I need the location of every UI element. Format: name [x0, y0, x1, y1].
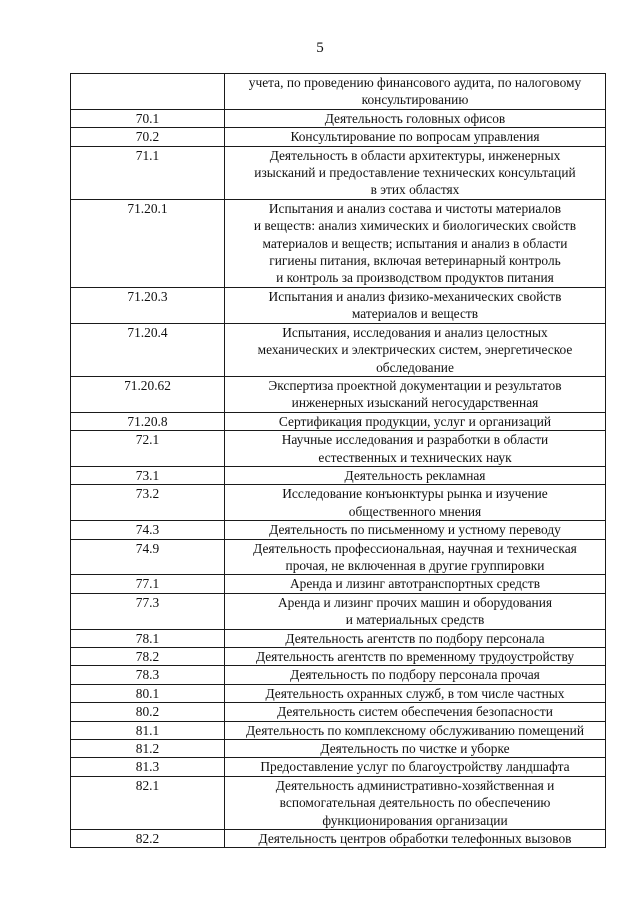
description-line: Деятельность профессиональная, научная и техническая [253, 540, 577, 556]
table-row [71, 146, 606, 199]
activity-description [225, 109, 606, 127]
activity-description [225, 74, 606, 110]
activity-code: 74.9 [71, 539, 225, 575]
description-line: Экспертиза проектной документации и результатов [268, 377, 562, 393]
activity-code: 73.2 [71, 485, 225, 521]
activity-code: 71.20.1 [71, 199, 225, 287]
activity-code: 80.1 [71, 684, 225, 702]
table-row [71, 575, 606, 593]
table-row [71, 74, 606, 110]
table-row [71, 593, 606, 629]
table-row [71, 539, 606, 575]
description-line: материалов и веществ [351, 306, 479, 322]
activity-description [225, 323, 606, 376]
description-line: изысканий и предоставление технических консультаций [254, 165, 576, 181]
activity-description [225, 629, 606, 647]
activity-description [225, 128, 606, 146]
description-line: Деятельность по комплексному обслуживанию помещений [245, 722, 585, 738]
description-line: учета, по проведению финансового аудита, по налоговому [248, 75, 582, 90]
activity-description [225, 666, 606, 684]
description-line: Деятельность по подбору персонала прочая [290, 667, 540, 683]
activity-description [225, 684, 606, 702]
description-line: Научные исследования и разработки в области [281, 432, 549, 448]
activity-code: 82.2 [71, 830, 225, 848]
table-row [71, 703, 606, 721]
description-line: Испытания и анализ состава и чистоты материалов [268, 200, 562, 216]
activity-code: 71.20.8 [71, 412, 225, 430]
activity-code: 81.2 [71, 740, 225, 758]
activity-code: 72.1 [71, 431, 225, 467]
table-row [71, 740, 606, 758]
table-row [71, 758, 606, 776]
activity-description [225, 466, 606, 484]
description-line: инженерных изысканий негосударственная [291, 395, 539, 411]
activity-code: 77.1 [71, 575, 225, 593]
table-row [71, 521, 606, 539]
activity-code: 82.1 [71, 776, 225, 829]
activity-code: 70.2 [71, 128, 225, 146]
activity-description [225, 703, 606, 721]
description-line: естественных и технических наук [318, 449, 512, 465]
activity-description [225, 199, 606, 287]
table-row [71, 684, 606, 702]
description-line: консультированию [361, 92, 469, 108]
description-line: Сертификация продукции, услуг и организаций [278, 413, 552, 429]
table-row [71, 466, 606, 484]
description-line: Деятельность центров обработки телефонных вызовов [258, 831, 572, 847]
description-line: в этих областях [370, 182, 460, 198]
table-row [71, 776, 606, 829]
activity-code: 71.20.3 [71, 287, 225, 323]
table-row [71, 666, 606, 684]
activity-code: 77.3 [71, 593, 225, 629]
activity-description [225, 758, 606, 776]
description-line: Деятельность агентств по временному трудоустройству [255, 649, 575, 664]
table-row [71, 199, 606, 287]
activity-description [225, 485, 606, 521]
table-row [71, 323, 606, 376]
table-row [71, 830, 606, 848]
description-line: и веществ: анализ химических и биологических свойств [253, 218, 577, 234]
description-line: Испытания и анализ физико-механических свойств [268, 288, 562, 304]
description-line: Деятельность охранных служб, в том числе частных [265, 685, 565, 701]
description-line: Испытания, исследования и анализ целостных [282, 324, 548, 340]
activity-description [225, 431, 606, 467]
table-row [71, 376, 606, 412]
activity-code: 71.20.62 [71, 376, 225, 412]
description-line: Деятельность агентств по подбору персонала [285, 630, 545, 646]
activity-codes-table [70, 73, 606, 848]
table-row [71, 287, 606, 323]
description-line: гигиены питания, включая ветеринарный контроль [269, 253, 561, 269]
activity-description [225, 412, 606, 430]
description-line: Аренда и лизинг прочих машин и оборудования [277, 594, 553, 610]
description-line: общественного мнения [348, 503, 482, 519]
description-line: Деятельность головных офисов [324, 110, 506, 126]
activity-description [225, 776, 606, 829]
table-row [71, 485, 606, 521]
page-number: 5 [316, 40, 324, 56]
activity-description [225, 648, 606, 666]
activity-description [225, 539, 606, 575]
description-line: Деятельность в области архитектуры, инженерных [269, 147, 561, 163]
description-line: Деятельность административно-хозяйственная и [275, 777, 555, 793]
description-line: прочая, не включенная в другие группировки [285, 557, 545, 573]
description-line: и контроль за производством продуктов питания [276, 270, 554, 286]
table-row [71, 648, 606, 666]
table-body [71, 74, 606, 848]
description-line: Деятельность по чистке и уборке [320, 741, 510, 757]
table-row [71, 128, 606, 146]
activity-code: 71.20.4 [71, 323, 225, 376]
description-line: механических и электрических систем, энергетическое [257, 342, 573, 358]
activity-code: 80.2 [71, 703, 225, 721]
description-line: функционирования организации [322, 812, 508, 828]
activity-code: 70.1 [71, 109, 225, 127]
activity-code: 78.2 [71, 648, 225, 666]
table-row [71, 721, 606, 739]
activity-code: 78.3 [71, 666, 225, 684]
table-row [71, 412, 606, 430]
activity-code: 81.1 [71, 721, 225, 739]
description-line: и материальных средств [345, 612, 485, 628]
activity-code: 81.3 [71, 758, 225, 776]
activity-description [225, 287, 606, 323]
table-row [71, 629, 606, 647]
activity-description [225, 593, 606, 629]
activity-code: 78.1 [71, 629, 225, 647]
description-line: Аренда и лизинг автотранспортных средств [289, 576, 541, 592]
activity-description [225, 575, 606, 593]
activity-code: 73.1 [71, 466, 225, 484]
description-line: материалов и веществ; испытания и анализ в области [262, 235, 568, 251]
table-row [71, 431, 606, 467]
description-line: вспомогательная деятельность по обеспечению [279, 795, 551, 811]
description-line: Деятельность систем обеспечения безопасности [277, 704, 553, 720]
activity-description [225, 830, 606, 848]
activity-description [225, 721, 606, 739]
activity-description [225, 146, 606, 199]
description-line: Деятельность рекламная [344, 467, 486, 483]
description-line: Исследование конъюнктуры рынка и изучение [282, 486, 548, 502]
activity-code: 71.1 [71, 146, 225, 199]
description-line: обследование [376, 359, 454, 375]
activity-code: 74.3 [71, 521, 225, 539]
activity-description [225, 740, 606, 758]
activity-description [225, 521, 606, 539]
description-line: Деятельность по письменному и устному переводу [269, 522, 561, 538]
table-row [71, 109, 606, 127]
activity-code [71, 74, 225, 110]
description-line: Предоставление услуг по благоустройству ландшафта [260, 759, 570, 775]
description-line: Консультирование по вопросам управления [290, 129, 540, 145]
activity-description [225, 376, 606, 412]
